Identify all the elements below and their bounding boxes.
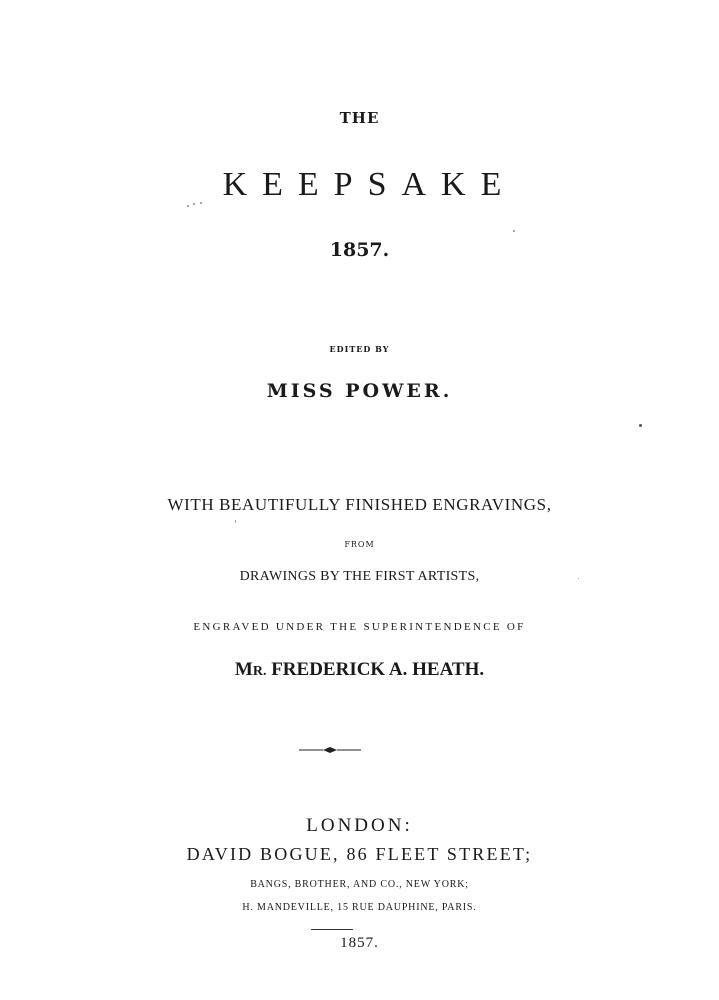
- paper-speck: [578, 578, 579, 579]
- superintendence-line: ENGRAVED UNDER THE SUPERINTENDENCE OF: [193, 621, 526, 633]
- imprint-rule: [311, 929, 353, 930]
- paper-speck: [187, 205, 189, 207]
- volume-year: 1857.: [329, 239, 390, 261]
- imprint-city: LONDON:: [306, 815, 413, 836]
- engraver-line: [0, 660, 719, 679]
- paper-speck: [639, 424, 642, 427]
- paper-speck: [193, 203, 195, 205]
- imprint-co-publisher-new-york: BANGS, BROTHER, AND CO., NEW YORK;: [250, 879, 469, 890]
- drawings-line: DRAWINGS BY THE FIRST ARTISTS,: [239, 569, 480, 584]
- from-label: FROM: [344, 540, 375, 549]
- diamond-rule-ornament-icon: [299, 744, 361, 756]
- book-title: KEEPSAKE: [222, 166, 517, 203]
- imprint-co-publisher-paris: H. MANDEVILLE, 15 RUE DAUPHINE, PARIS.: [242, 902, 477, 913]
- engraver-prefix-small: R.: [252, 664, 267, 679]
- paper-speck: [235, 520, 236, 523]
- edited-by-label: EDITED BY: [329, 344, 390, 354]
- imprint-year: 1857.: [340, 935, 379, 951]
- paper-speck: [513, 230, 515, 232]
- imprint-publisher: DAVID BOGUE, 86 FLEET STREET;: [186, 844, 533, 864]
- engravings-line: WITH BEAUTIFULLY FINISHED ENGRAVINGS,: [167, 495, 552, 514]
- paper-speck: [200, 202, 202, 204]
- engraver-prefix: M: [234, 659, 253, 680]
- title-article: THE: [339, 109, 380, 127]
- engraver-name: FREDERICK A. HEATH.: [271, 659, 485, 680]
- editor-name: MISS POWER.: [266, 380, 453, 402]
